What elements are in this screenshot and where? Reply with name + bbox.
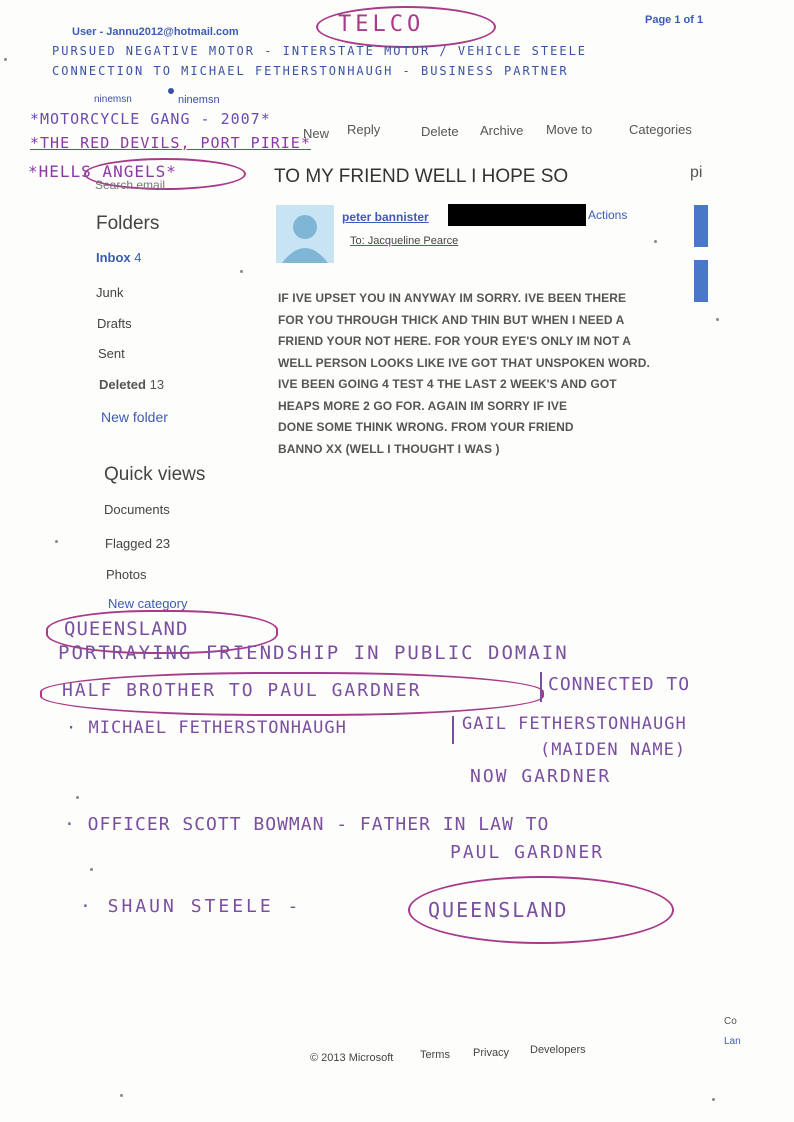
quick-view-flagged[interactable] — [105, 536, 170, 551]
queensland-note-bottom: QUEENSLAND — [428, 898, 569, 922]
now-gardner-note: NOW GARDNER — [470, 766, 612, 787]
scan-speck — [90, 868, 93, 871]
folder-inbox[interactable] — [96, 250, 142, 265]
to-line: To: Jacqueline Pearce — [350, 235, 459, 247]
right-cut-text: pi — [690, 164, 703, 181]
right-strip-2 — [694, 260, 708, 302]
scan-speck — [76, 796, 79, 799]
sender-name[interactable]: peter bannister — [342, 210, 429, 224]
folders-heading: Folders — [96, 213, 160, 234]
categories-button[interactable]: Categories — [629, 122, 692, 137]
flagged-label: Flagged — [105, 536, 152, 551]
body-line: BANNO XX (WELL I THOUGHT I WAS ) — [278, 441, 500, 456]
side-note-2: *THE RED DEVILS, PORT PIRIE* — [30, 134, 311, 152]
email-subject: TO MY FRIEND WELL I HOPE SO — [274, 166, 569, 187]
archive-button[interactable]: Archive — [480, 123, 524, 138]
body-line: HEAPS MORE 2 GO FOR. AGAIN IM SORRY IF IVE — [278, 398, 568, 413]
note-line-1: PURSUED NEGATIVE MOTOR - INTERSTATE MOTOR / VEHICLE STEELE — [52, 44, 588, 58]
scan-speck — [120, 1094, 123, 1097]
body-line: IF IVE UPSET YOU IN ANYWAY IM SORRY. IVE BEEN THERE — [278, 291, 627, 305]
connected-to-note: CONNECTED TO — [548, 674, 691, 695]
ninemsn-small: ninemsn — [94, 94, 132, 105]
telco-note: TELCO — [338, 12, 425, 37]
divider-stroke-2 — [452, 716, 454, 744]
new-folder-link[interactable]: New folder — [101, 409, 168, 425]
divider-stroke — [540, 672, 542, 702]
reply-button[interactable]: Reply — [347, 122, 381, 137]
body-line: FRIEND YOUR NOT HERE. FOR YOUR EYE'S ONLY IM NOT A — [278, 334, 632, 348]
body-line: DONE SOME THINK WRONG. FROM YOUR FRIEND — [278, 420, 574, 434]
email-body — [278, 288, 650, 460]
paul-gardner-note: PAUL GARDNER — [450, 842, 605, 863]
actions-link[interactable]: Actions — [588, 208, 628, 222]
redaction-bar — [448, 204, 586, 226]
folder-inbox-label: Inbox — [96, 250, 131, 265]
half-brother-note: HALF BROTHER TO PAUL GARDNER — [62, 680, 422, 701]
folder-deleted-count: 13 — [149, 377, 165, 392]
ninemsn-label: ninemsn — [178, 94, 220, 106]
portraying-note: PORTRAYING FRIENDSHIP IN PUBLIC DOMAIN — [58, 642, 569, 664]
scan-speck — [712, 1098, 715, 1101]
delete-button[interactable]: Delete — [421, 124, 459, 139]
side-note-3: *HELLS ANGELS* — [28, 162, 177, 181]
body-line: WELL PERSON LOOKS LIKE IVE GOT THAT UNSPOKEN WORD. — [278, 355, 650, 370]
ninemsn-logo-icon — [168, 88, 174, 94]
folder-sent[interactable]: Sent — [98, 346, 125, 361]
officer-note: · OFFICER SCOTT BOWMAN - FATHER IN LAW TO — [64, 814, 550, 835]
privacy-link[interactable]: Privacy — [473, 1047, 510, 1059]
new-category-link[interactable]: New category — [108, 596, 188, 611]
side-note-1: *MOTORCYCLE GANG - 2007* — [30, 110, 271, 128]
shaun-note: · SHAUN STEELE - — [80, 896, 302, 917]
michael-note: · MICHAEL FETHERSTONHAUGH — [66, 718, 347, 738]
quick-view-documents[interactable]: Documents — [104, 502, 170, 517]
copyright: © 2013 Microsoft — [310, 1052, 394, 1064]
search-email-link[interactable]: Search email — [95, 178, 166, 192]
gail-note: GAIL FETHERSTONHAUGH — [462, 714, 687, 734]
flagged-count: 23 — [155, 536, 171, 551]
right-co-text: Co — [724, 1016, 737, 1027]
body-line: IVE BEEN GOING 4 TEST 4 THE LAST 2 WEEK'S AND GOT — [278, 377, 617, 391]
quick-views-heading: Quick views — [104, 464, 206, 485]
person-icon — [276, 205, 334, 263]
note-line-2: CONNECTION TO MICHAEL FETHERSTONHAUGH - BUSINESS PARTNER — [52, 64, 569, 78]
developers-link[interactable]: Developers — [530, 1044, 586, 1056]
scan-speck — [55, 540, 58, 543]
right-strip-1 — [694, 205, 708, 247]
maiden-note: (MAIDEN NAME) — [540, 740, 687, 760]
scan-speck — [654, 240, 657, 243]
avatar — [276, 205, 334, 263]
body-line: FOR YOU THROUGH THICK AND THIN BUT WHEN I NEED A — [278, 312, 625, 327]
move-to-button[interactable]: Move to — [546, 122, 593, 137]
scan-speck — [4, 58, 7, 61]
quick-view-photos[interactable]: Photos — [106, 567, 147, 582]
new-button[interactable]: New — [303, 126, 330, 141]
right-lan-text: Lan — [724, 1036, 741, 1047]
folder-deleted-label: Deleted — [99, 377, 146, 392]
folder-junk[interactable]: Junk — [96, 285, 124, 300]
scan-speck — [716, 318, 719, 321]
folder-inbox-count: 4 — [134, 250, 142, 265]
terms-link[interactable]: Terms — [420, 1049, 450, 1061]
folder-drafts[interactable]: Drafts — [97, 316, 132, 331]
queensland-note-top: QUEENSLAND — [64, 618, 189, 640]
scan-speck — [240, 270, 243, 273]
page-label: Page 1 of 1 — [645, 14, 704, 26]
folder-deleted[interactable] — [99, 377, 164, 392]
account-email: User - Jannu2012@hotmail.com — [72, 26, 239, 38]
